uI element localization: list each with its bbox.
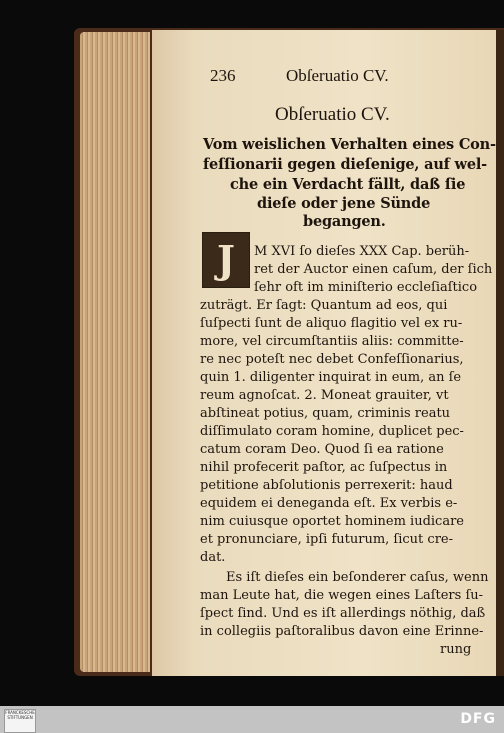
body-line: petitione abſolutionis perrexerit: haud xyxy=(200,478,453,493)
body-line: nihil profecerit paſtor, ac ſuſpectus in xyxy=(200,460,448,475)
body-line: catum coram Deo. Quod ſi ea ratione xyxy=(200,442,444,457)
page-edges xyxy=(80,32,150,672)
subtitle-line: Vom weislichen Verhalten eines Con- xyxy=(203,136,496,153)
body-line: nim cuiusque oportet hominem iudicare xyxy=(200,514,464,529)
decorated-initial: J xyxy=(202,232,250,288)
body-line: abſtineat potius, quam, criminis reatu xyxy=(200,406,451,421)
body-line: quin 1. diligenter inquirat in eum, an ſe xyxy=(200,370,462,385)
catchword: rung xyxy=(440,642,472,657)
body-line: re nec poteſt nec debet Confeſſionarius, xyxy=(200,352,464,367)
body-line: ſehr oft im miniſterio eccleſiaſtico xyxy=(254,280,478,295)
subtitle-line: dieſe oder jene Sünde xyxy=(257,195,431,212)
body-line: man Leute hat, die wegen eines Laſters ſu- xyxy=(200,588,484,603)
body-line: reum agnoſcat. 2. Moneat grauiter, vt xyxy=(200,388,449,403)
body-line: more, vel circumſtantiis aliis: committe- xyxy=(200,334,464,349)
body-line: equidem ei deneganda eſt. Ex verbis e- xyxy=(200,496,458,511)
binding-shadow xyxy=(496,30,504,676)
body-line: M XVI ſo dieſes XXX Cap. berüh- xyxy=(254,244,470,259)
body-line: ret der Auctor einen caſum, der ſich xyxy=(254,262,493,277)
page-number: 236 xyxy=(210,66,236,85)
body-line: dat. xyxy=(200,550,226,565)
body-line: zuträgt. Er ſagt: Quantum ad eos, qui xyxy=(200,298,448,313)
subtitle-line: begangen. xyxy=(303,213,386,230)
body-line: diſſimulato coram homine, duplicet pec- xyxy=(200,424,464,439)
subtitle-line: che ein Verdacht fällt, daß ſie xyxy=(230,176,466,193)
body-line: Es iſt dieſes ein beſonderer caſus, wenn xyxy=(226,570,489,585)
dfg-logo[interactable]: DFG xyxy=(460,711,496,727)
body-line: in collegiis paſtoralibus davon eine Erinne- xyxy=(200,624,484,639)
chapter-title: Obſeruatio CV. xyxy=(275,104,390,125)
subtitle-line: feſſionarii gegen dieſenige, auf wel- xyxy=(203,156,487,173)
francke-logo[interactable] xyxy=(4,709,36,733)
running-title: Obſeruatio CV. xyxy=(286,66,389,85)
viewer-footer xyxy=(0,706,504,733)
francke-logo-text: FRANCKESCHE STIFTUNGEN xyxy=(5,710,35,720)
body-line: et pronunciare, ipſi futurum, ſicut cre- xyxy=(200,532,453,547)
body-line: ſpect ſind. Und es iſt allerdings nöthig, daß xyxy=(200,606,486,621)
body-line: ſuſpecti ſunt de aliquo flagitio vel ex ru- xyxy=(200,316,463,331)
